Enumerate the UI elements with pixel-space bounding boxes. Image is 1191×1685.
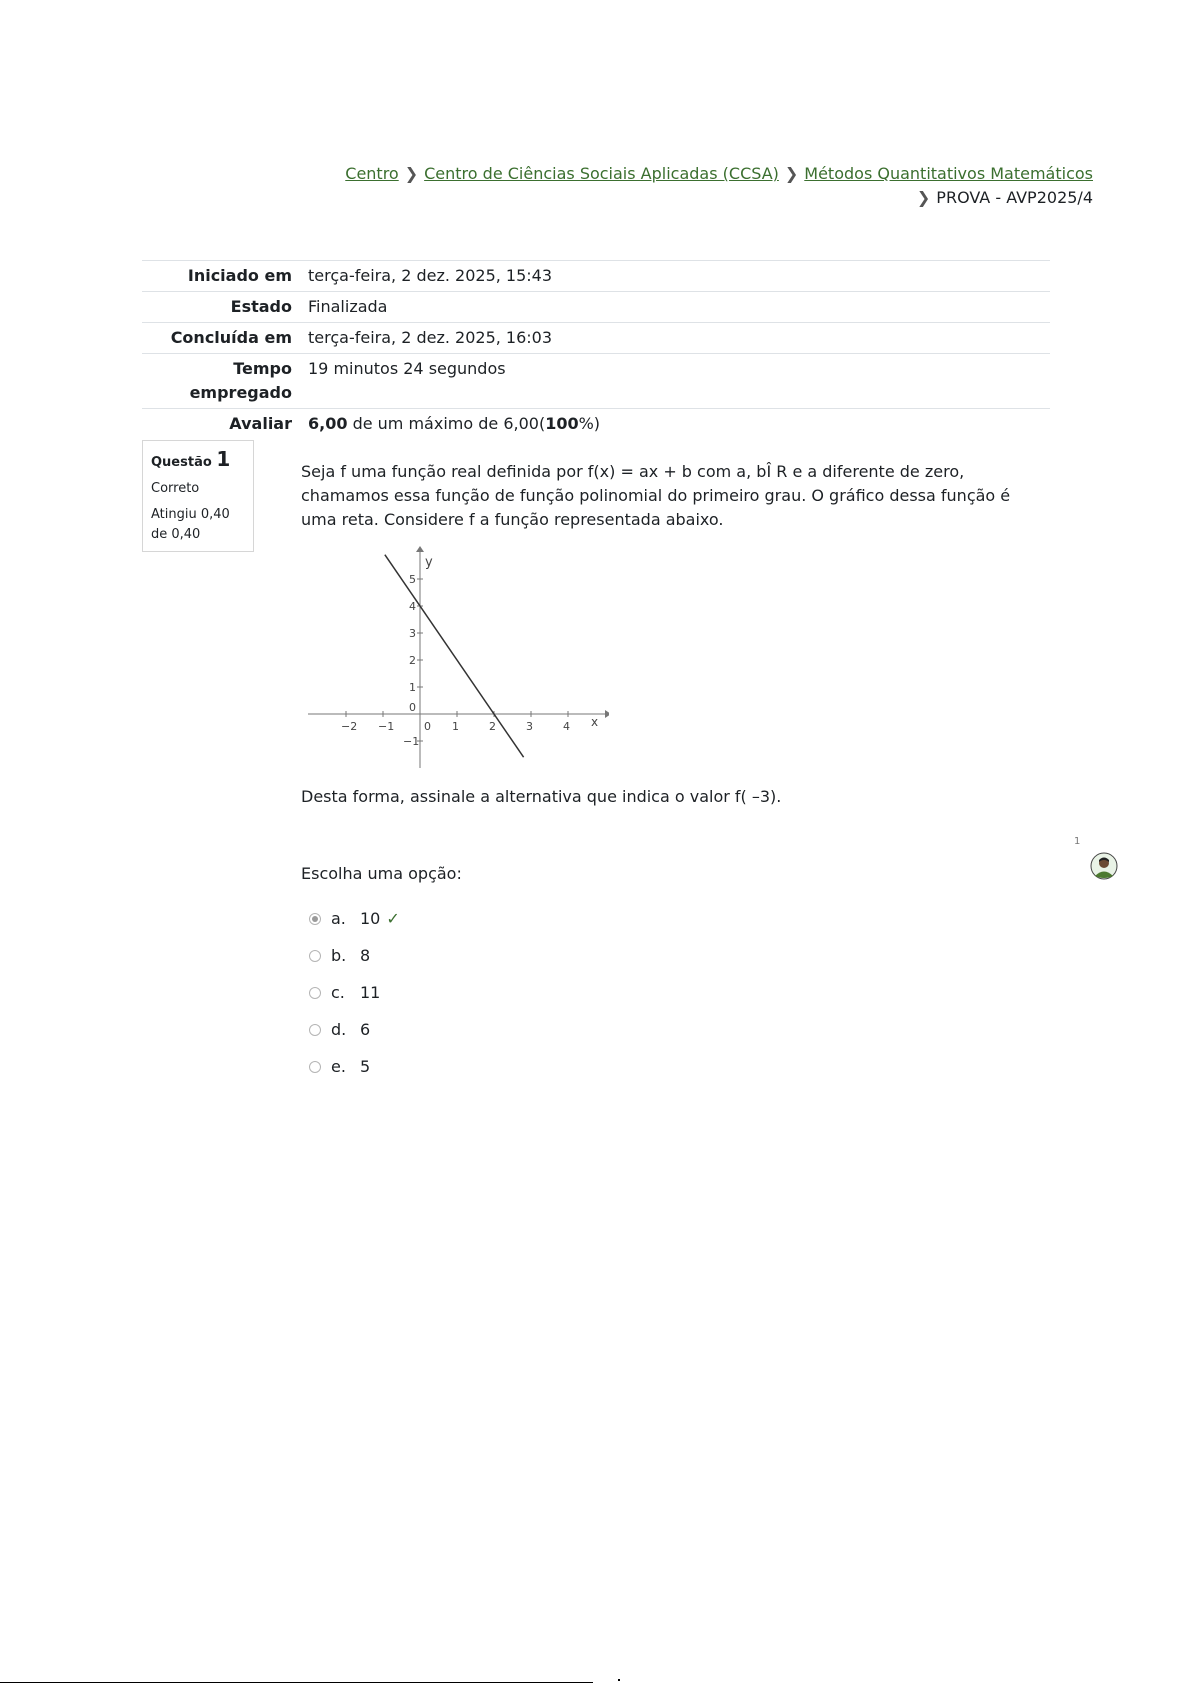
- x-tick-label: −1: [378, 720, 395, 733]
- summary-row-completed: [142, 323, 1050, 354]
- breadcrumb-link-centro[interactable]: Centro: [345, 164, 399, 183]
- flag-number: 1: [1074, 836, 1081, 847]
- option-value: 6: [360, 1020, 371, 1039]
- summary-row-time: [142, 354, 1050, 409]
- answer-option-c[interactable]: [309, 974, 400, 1011]
- summary-value: Finalizada: [308, 297, 388, 316]
- function-graph: [305, 546, 609, 772]
- page-dot: [618, 1679, 620, 1681]
- x-tick-label: 3: [526, 720, 533, 733]
- y-tick-label: 2: [409, 654, 416, 667]
- summary-label: Concluída em: [170, 328, 292, 347]
- y-tick-label: 3: [409, 627, 416, 640]
- y-zero-label: 0: [409, 701, 416, 714]
- x-tick-label: 4: [563, 720, 570, 733]
- x-tick-label: 2: [489, 720, 496, 733]
- breadcrumb: [273, 162, 1093, 210]
- grade-score: 6,00: [308, 414, 348, 433]
- answer-options: [309, 900, 400, 1085]
- option-letter: d.: [331, 1020, 347, 1039]
- chevron-right-icon: ❯: [404, 164, 419, 183]
- answer-option-b[interactable]: [309, 937, 400, 974]
- answer-option-e[interactable]: [309, 1048, 400, 1085]
- question-points: Atingiu 0,40 de 0,40: [151, 507, 230, 542]
- x-tick-label: −2: [341, 720, 358, 733]
- summary-value: 19 minutos 24 segundos: [308, 359, 506, 378]
- option-value: 11: [360, 983, 381, 1002]
- x-tick-label: 0: [424, 720, 431, 733]
- grade-middle: de um máximo de 6,00(: [347, 414, 546, 433]
- summary-row-grade: [142, 409, 1050, 440]
- option-value: 8: [360, 946, 371, 965]
- question-number-value: 1: [216, 447, 231, 471]
- y-tick-label: 5: [409, 573, 416, 586]
- page-divider: [0, 1682, 593, 1683]
- radio-button[interactable]: [309, 1061, 321, 1073]
- grade-suffix: %): [578, 414, 601, 433]
- option-value: 5: [360, 1057, 371, 1076]
- y-tick-label: 1: [409, 681, 416, 694]
- y-axis-label: y: [425, 555, 433, 570]
- user-avatar-icon[interactable]: [1090, 852, 1118, 880]
- option-letter: b.: [331, 946, 347, 965]
- radio-button-selected[interactable]: [309, 913, 321, 925]
- chevron-right-icon: ❯: [784, 164, 799, 183]
- chevron-right-icon: ❯: [916, 188, 931, 207]
- x-axis-arrow-icon: [605, 710, 609, 718]
- radio-button[interactable]: [309, 950, 321, 962]
- summary-row-state: [142, 292, 1050, 323]
- y-axis-arrow-icon: [416, 546, 424, 552]
- summary-label: Estado: [230, 297, 292, 316]
- summary-label: Tempo empregado: [189, 359, 292, 402]
- x-axis-label: x: [591, 715, 599, 729]
- y-tick-label: 4: [409, 600, 416, 613]
- breadcrumb-current: PROVA - AVP2025/4: [936, 188, 1093, 207]
- y-tick-label: −1: [403, 735, 420, 748]
- option-letter: a.: [331, 909, 346, 928]
- summary-label: Iniciado em: [187, 266, 292, 285]
- question-text: Seja f uma função real definida por f(x) = ax + b com a, bÎ R e a diferente de zero, chamamos essa função de função polinomial do primeiro grau. O gráfico dessa função é uma reta. Considere f a função representada abaixo.: [301, 462, 1011, 529]
- option-value: 10: [360, 909, 381, 928]
- radio-button[interactable]: [309, 987, 321, 999]
- question-label: Questão: [151, 455, 212, 470]
- breadcrumb-link-course[interactable]: Métodos Quantitativos Matemáticos: [804, 164, 1093, 183]
- summary-value: terça-feira, 2 dez. 2025, 15:43: [308, 266, 553, 285]
- option-letter: e.: [331, 1057, 346, 1076]
- x-tick-label: 1: [452, 720, 459, 733]
- question-info-box: [142, 440, 254, 552]
- radio-button[interactable]: [309, 1024, 321, 1036]
- answer-option-a[interactable]: [309, 900, 400, 937]
- question-prompt: Desta forma, assinale a alternativa que indica o valor f( –3).: [301, 787, 782, 806]
- question-number: [151, 449, 245, 473]
- summary-row-started: [142, 261, 1050, 292]
- answer-option-d[interactable]: [309, 1011, 400, 1048]
- question-status: Correto: [151, 481, 200, 496]
- grade-percent: 100: [545, 414, 579, 433]
- summary-value: terça-feira, 2 dez. 2025, 16:03: [308, 328, 553, 347]
- summary-label: Avaliar: [229, 414, 292, 433]
- attempt-summary-table: [142, 260, 1050, 439]
- breadcrumb-link-ccsa[interactable]: Centro de Ciências Sociais Aplicadas (CCSA): [424, 164, 779, 183]
- choose-option-label: Escolha uma opção:: [301, 864, 462, 883]
- option-letter: c.: [331, 983, 345, 1002]
- summary-grade-value: [308, 409, 1050, 440]
- check-icon: ✓: [386, 909, 400, 928]
